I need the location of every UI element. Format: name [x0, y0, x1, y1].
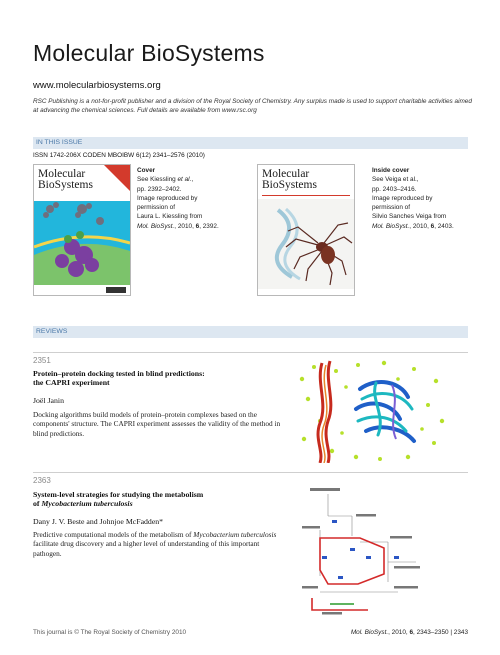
cover-caption-line1	[137, 175, 257, 184]
cover-caption	[137, 166, 257, 231]
article-abstract-part2: facilitate drug discovery and a higher level of understanding of this important pathogen.	[33, 539, 260, 558]
inside-cover-caption-pages: pp. 2403–2416.	[372, 185, 417, 193]
cover-artwork	[34, 165, 130, 295]
reviews-heading: REVIEWS	[33, 326, 468, 338]
issn-line: ISSN 1742-206X CODEN MBOIBW 6(12) 2341–2576 (2010)	[33, 152, 205, 159]
inside-cover-caption-journal: Mol. BioSyst.	[372, 222, 410, 230]
inside-cover-caption-year: , 2010,	[409, 222, 431, 230]
article-title[interactable]	[33, 490, 203, 509]
cover-caption-journal: Mol. BioSyst.	[137, 222, 175, 230]
cover-caption-heading: Cover	[137, 167, 156, 174]
inside-cover-mini-title-line1: Molecular	[262, 168, 310, 180]
cover-mini-title-line1: Molecular	[38, 168, 86, 180]
inside-cover-caption-permission: permission of	[372, 204, 411, 212]
inside-cover-caption-volume: 6	[430, 222, 435, 230]
cover-caption-citation	[137, 222, 257, 231]
inside-cover-artwork	[258, 165, 354, 295]
page-citation	[351, 629, 468, 636]
article-title-line1: Protein–protein docking tested in blind predictions:	[33, 369, 205, 378]
cover-caption-comma: ,	[191, 176, 194, 184]
article-page-number: 2363	[33, 476, 51, 485]
article-authors: Joël Janin	[33, 396, 64, 405]
inside-cover-caption-citation	[372, 222, 472, 231]
cover-mini-title-line2: BioSystems	[38, 179, 93, 191]
inside-cover-caption-reproduced: Image reproduced by	[372, 194, 433, 202]
cover-image[interactable]	[33, 164, 131, 296]
inside-cover-mini-title-line2: BioSystems	[262, 179, 317, 191]
in-this-issue-heading: IN THIS ISSUE	[33, 137, 468, 149]
article-title-line2	[33, 499, 203, 508]
cover-caption-permission: permission of	[137, 204, 176, 212]
journal-title: Molecular BioSystems	[33, 40, 265, 66]
article-page-number: 2351	[33, 356, 51, 365]
footer-journal: Mol. BioSyst.	[350, 629, 389, 636]
article-abstract	[33, 530, 285, 558]
footer-page-number: 2343	[453, 629, 468, 636]
cover-caption-year: , 2010,	[174, 222, 196, 230]
inside-cover-caption-page: , 2403.	[434, 222, 454, 230]
inside-cover-caption-heading: Inside cover	[372, 167, 410, 174]
inside-cover-caption	[372, 166, 472, 231]
article-divider	[33, 472, 468, 473]
cover-caption-etal: et al.	[177, 176, 192, 184]
publisher-notice: RSC Publishing is a not-for-profit publisher and a division of the Royal Society of Chemistry. Any surplus made is used to support charitable activities aimed at advancing the chemical sciences. Full details are available from www.rsc.org	[33, 98, 472, 115]
article-abstract-species: Mycobacterium tuberculosis	[193, 530, 277, 539]
cover-caption-volume: 6	[195, 222, 200, 230]
article-title-line2: the CAPRI experiment	[33, 378, 110, 388]
cover-caption-see: See Kiessling	[137, 176, 178, 184]
article-abstract-part1: Predictive computational models of the metabolism of	[33, 530, 194, 539]
cover-caption-pages: pp. 2392–2402.	[137, 185, 182, 193]
article-title-of: of	[33, 499, 42, 509]
article-title-species: Mycobacterium tuberculosis	[41, 499, 133, 509]
footer-year: , 2010,	[388, 629, 410, 636]
inside-cover-caption-author: Silvio Sanches Veiga from	[372, 213, 447, 221]
docking-structure-graphic	[296, 359, 446, 463]
cover-caption-author: Laura L. Kiessling from	[137, 213, 203, 221]
article-authors: Dany J. V. Beste and Johnjoe McFadden*	[33, 517, 164, 526]
cover-caption-reproduced: Image reproduced by	[137, 194, 198, 202]
footer-pages: , 2343–2350	[413, 629, 449, 636]
article-divider	[33, 352, 468, 353]
footer-separator: |	[448, 629, 454, 636]
journal-website[interactable]: www.molecularbiosystems.org	[33, 80, 161, 91]
copyright-notice: This journal is © The Royal Society of Chemistry 2010	[33, 629, 187, 636]
article-title[interactable]	[33, 369, 205, 388]
cover-caption-page: , 2392.	[199, 222, 219, 230]
footer-volume: 6	[409, 629, 414, 636]
inside-cover-caption-see: See Veiga et al.,	[372, 176, 419, 184]
inside-cover-image[interactable]	[257, 164, 355, 296]
article-abstract: Docking algorithms build models of protein–protein complexes based on the components' structure. The CAPRI experiment assesses the validity of the method in blind predictions.	[33, 410, 281, 438]
metabolic-pathway-diagram	[298, 486, 438, 616]
article-title-line1: System-level strategies for studying the metabolism	[33, 490, 204, 499]
